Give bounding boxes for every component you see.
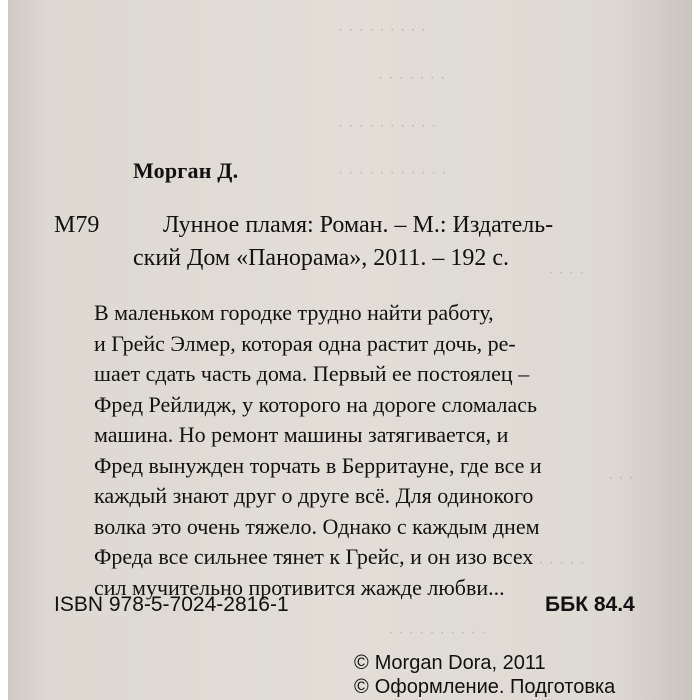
- show-through-text: · · ·: [608, 470, 635, 487]
- show-through-text: · · · · · · · · · ·: [388, 625, 487, 642]
- show-through-text: · · · · · ·: [528, 555, 586, 572]
- bibliographic-line: Лунное пламя: Роман. – М.: Издатель-: [163, 212, 554, 238]
- isbn-number: ISBN 978-5-7024-2816-1: [54, 593, 289, 616]
- copyright-text: Morgan Dora, 2011: [374, 652, 546, 674]
- annotation-paragraph: [94, 298, 654, 603]
- annotation-line: волка это очень тяжело. Однако с каждым днем: [94, 513, 540, 539]
- annotation-line: Фреда все сильнее тянет к Грейс, и он изо всех: [94, 544, 534, 569]
- copyright-symbol: ©: [354, 652, 369, 674]
- show-through-text: · · · · · · ·: [378, 70, 446, 87]
- annotation-line: шает сдать часть дома. Первый ее постоялец –: [94, 361, 530, 386]
- annotation-line: машина. Но ремонт машины затягивается, и: [94, 422, 509, 447]
- bibliographic-line: ский Дом «Панорама», 2011. – 192 с.: [133, 245, 510, 271]
- copyright-symbol: ©: [354, 676, 369, 698]
- copyright-text: Оформление. Подготовка: [374, 676, 616, 698]
- annotation-line: В маленьком городке трудно найти работу,: [94, 300, 494, 325]
- annotation-line: каждый знают друг о друге всё. Для одинокого: [94, 483, 534, 508]
- author-name: Морган Д.: [133, 158, 239, 183]
- bbk-code: ББК 84.4: [545, 593, 635, 616]
- annotation-line: и Грейс Элмер, которая одна растит дочь, ре-: [94, 330, 516, 356]
- show-through-text: · · · · · · · · · · ·: [338, 165, 448, 182]
- copyright-line: [354, 652, 546, 675]
- show-through-text: · · · ·: [548, 265, 585, 282]
- annotation-line: Фред Рейлидж, у которого на дороге сломалась: [94, 391, 538, 417]
- catalog-code: М79: [54, 212, 100, 238]
- annotation-line: Фред вынужден торчать в Берритауне, где все и: [94, 452, 542, 478]
- copyright-line: [354, 676, 615, 699]
- show-through-text: · · · · · · · · ·: [338, 22, 427, 39]
- book-page: [8, 0, 692, 700]
- annotation-line: сил мучительно противится жажде любви...: [94, 574, 505, 600]
- show-through-text: · · · · · · · · · ·: [338, 118, 437, 135]
